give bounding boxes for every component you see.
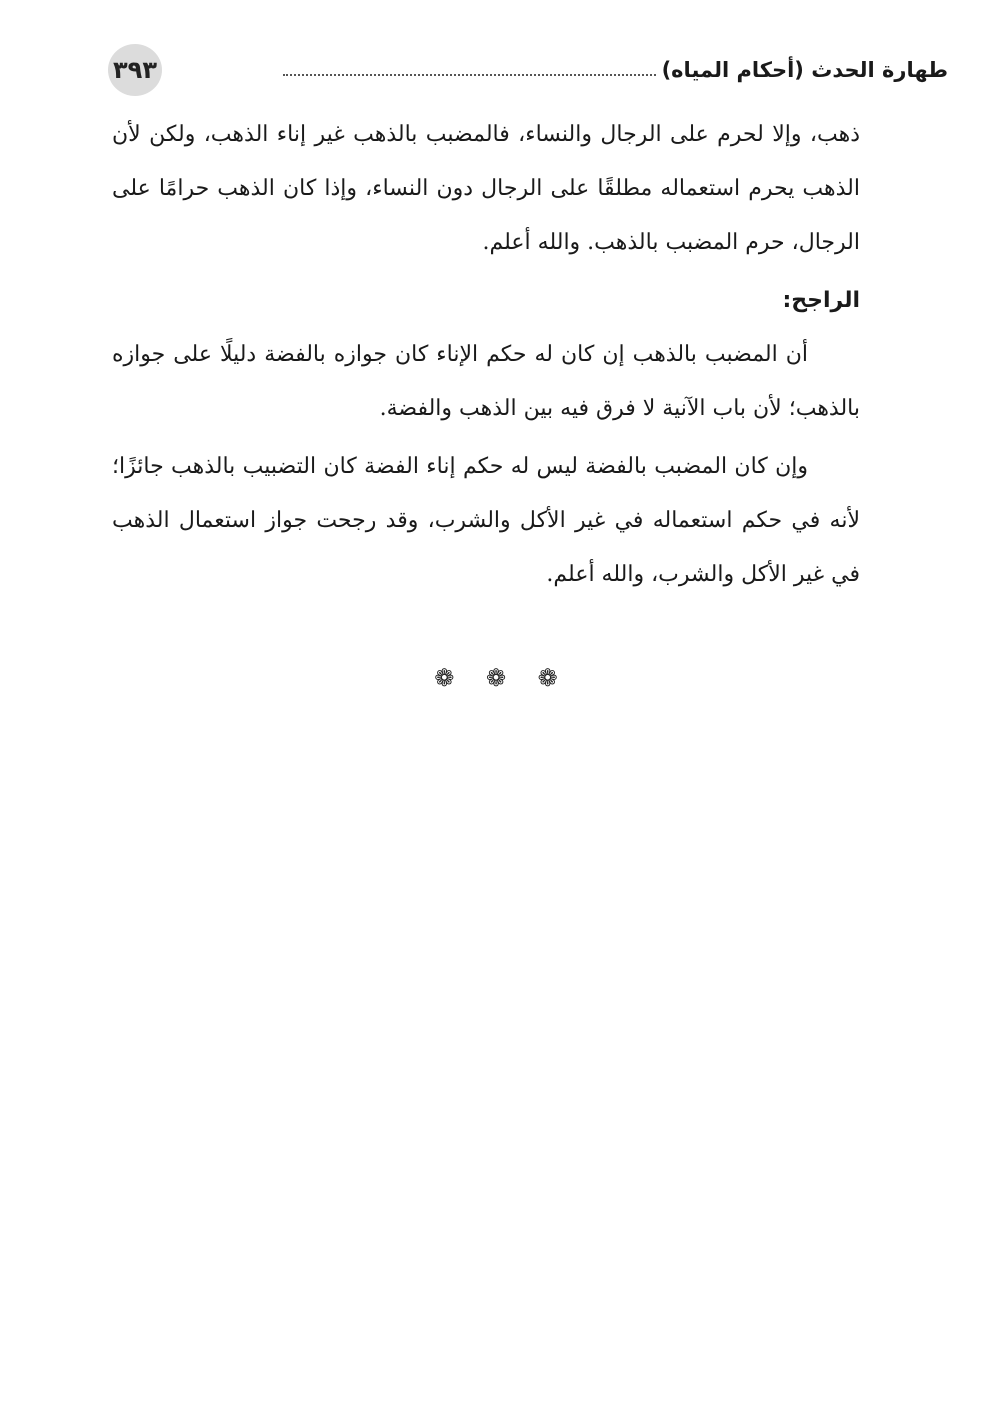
page-header: [108, 44, 948, 96]
section-end-ornament: ❁ ❁ ❁: [434, 664, 570, 692]
running-title: [283, 56, 948, 84]
main-text: [112, 108, 860, 602]
paragraph-3: وإن كان المضبب بالفضة ليس له حكم إناء الفضة كان التضبيب بالذهب جائزًا؛ لأنه في حكم استعماله في غير الأكل والشرب، وقد رجحت جواز استعمال الذهب في غير الأكل والشرب، والله أعلم.: [112, 454, 860, 587]
page-number: ٣٩٣: [113, 56, 157, 84]
page-number-badge: [108, 44, 162, 96]
paragraph-2: أن المضبب بالذهب إن كان له حكم الإناء كان جوازه بالفضة دليلًا على جوازه بالذهب؛ لأن باب الآنية لا فرق فيه بين الذهب والفضة.: [112, 342, 860, 421]
chapter-title: طهارة الحدث (أحكام المياه): [661, 58, 948, 82]
dotted-leader: [283, 74, 656, 76]
section-heading: الراجح:: [782, 288, 860, 313]
paragraph-1: ذهب، وإلا لحرم على الرجال والنساء، فالمضبب بالذهب غير إناء الذهب، ولكن لأن الذهب يحرم استعماله مطلقًا على الرجال دون النساء، وإذا كان الذهب حرامًا على الرجال، حرم المضبب بالذهب. والله أعلم.: [112, 122, 860, 255]
